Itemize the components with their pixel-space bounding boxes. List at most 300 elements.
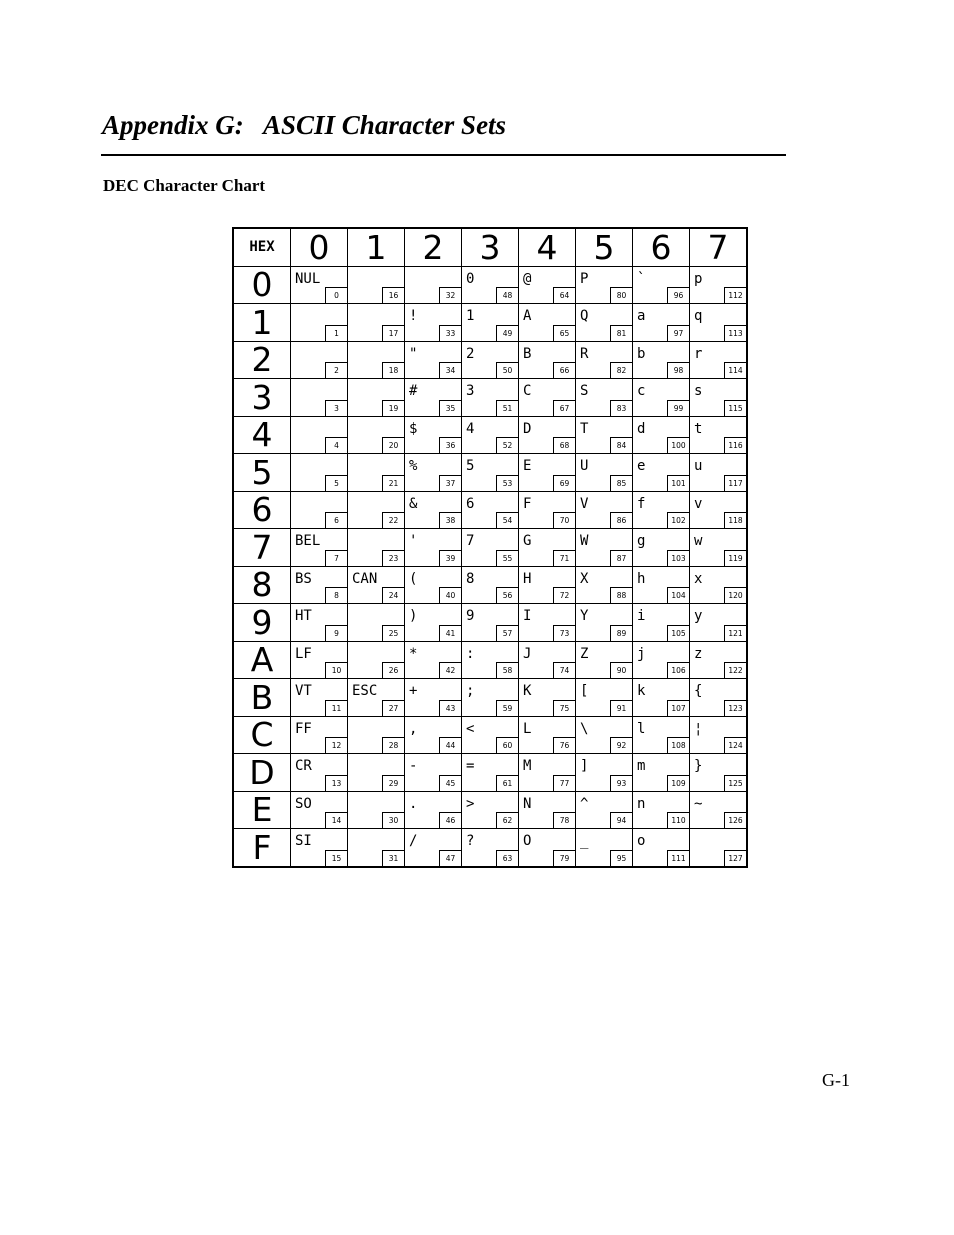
row-header: D: [233, 754, 291, 792]
decimal-code: 94: [610, 812, 632, 828]
character-glyph: R: [580, 345, 589, 362]
character-cell: [462, 716, 519, 754]
character-glyph: S: [580, 383, 589, 399]
character-cell: [291, 379, 348, 417]
row-header: 5: [233, 454, 291, 492]
decimal-code: 35: [439, 400, 461, 416]
row-header: B: [233, 679, 291, 717]
decimal-code: 77: [553, 775, 575, 791]
decimal-code: 24: [382, 587, 404, 603]
character-glyph: A: [523, 308, 532, 324]
character-cell: [405, 716, 462, 754]
character-cell: [462, 341, 519, 379]
character-glyph: h: [637, 570, 646, 587]
decimal-code: 86: [610, 512, 632, 528]
character-glyph: U: [580, 458, 589, 474]
character-cell: [405, 454, 462, 492]
character-glyph: FF: [295, 720, 312, 737]
decimal-code: 76: [553, 737, 575, 753]
decimal-code: 67: [553, 400, 575, 416]
row-header: A: [233, 641, 291, 679]
character-cell: [633, 566, 690, 604]
row-header: C: [233, 716, 291, 754]
decimal-code: 66: [553, 362, 575, 378]
character-glyph: ?: [466, 833, 475, 849]
character-cell: [348, 566, 405, 604]
decimal-code: 4: [325, 437, 347, 453]
character-cell: [291, 829, 348, 867]
character-cell: [690, 304, 748, 342]
decimal-code: 89: [610, 625, 632, 641]
character-cell: [519, 454, 576, 492]
character-glyph: %: [409, 458, 418, 474]
decimal-code: 49: [496, 325, 518, 341]
character-cell: [690, 754, 748, 792]
chart-row: [233, 341, 747, 379]
character-cell: [291, 604, 348, 642]
character-cell: [576, 829, 633, 867]
character-cell: [633, 491, 690, 529]
character-glyph: o: [637, 833, 646, 849]
decimal-code: 52: [496, 437, 518, 453]
character-cell: [462, 491, 519, 529]
character-glyph: l: [637, 720, 646, 737]
character-glyph: ,: [409, 720, 418, 737]
decimal-code: 8: [325, 587, 347, 603]
character-cell: [348, 716, 405, 754]
character-glyph: BEL: [295, 533, 321, 549]
character-glyph: D: [523, 420, 532, 437]
character-cell: [633, 679, 690, 717]
decimal-code: 23: [382, 550, 404, 566]
character-glyph: L: [523, 720, 532, 737]
character-cell: [633, 641, 690, 679]
column-header: 4: [519, 228, 576, 266]
section-heading: DEC Character Chart: [103, 176, 266, 195]
chart-row: [233, 754, 747, 792]
character-cell: [462, 829, 519, 867]
decimal-code: 84: [610, 437, 632, 453]
character-cell: [348, 266, 405, 304]
page-title: Appendix G: ASCII Character Sets: [102, 110, 507, 140]
character-cell: [519, 304, 576, 342]
character-cell: [405, 266, 462, 304]
page-number: G-1: [822, 1070, 850, 1090]
decimal-code: 107: [667, 700, 689, 716]
chart-row: [233, 454, 747, 492]
character-cell: [291, 304, 348, 342]
character-glyph: 0: [466, 270, 475, 287]
character-cell: [291, 791, 348, 829]
character-glyph: 2: [466, 345, 475, 362]
decimal-code: 45: [439, 775, 461, 791]
row-header: E: [233, 791, 291, 829]
character-cell: [576, 791, 633, 829]
character-cell: [348, 604, 405, 642]
character-cell: [690, 679, 748, 717]
decimal-code: 17: [382, 325, 404, 341]
decimal-code: 19: [382, 400, 404, 416]
chart-row: [233, 491, 747, 529]
character-cell: [576, 529, 633, 567]
decimal-code: 111: [667, 850, 689, 866]
decimal-code: 12: [325, 737, 347, 753]
decimal-code: 1: [325, 325, 347, 341]
character-cell: [348, 341, 405, 379]
row-header: 1: [233, 304, 291, 342]
decimal-code: 70: [553, 512, 575, 528]
decimal-code: 104: [667, 587, 689, 603]
column-header-row: [233, 228, 747, 266]
character-glyph: e: [637, 458, 646, 474]
decimal-code: 71: [553, 550, 575, 566]
dec-character-chart: [232, 227, 748, 868]
decimal-code: 102: [667, 512, 689, 528]
character-cell: [348, 454, 405, 492]
character-cell: [462, 604, 519, 642]
character-glyph: 3: [466, 383, 475, 399]
column-header: 6: [633, 228, 690, 266]
column-header: 7: [690, 228, 748, 266]
character-glyph: &: [409, 495, 418, 512]
row-header: 6: [233, 491, 291, 529]
character-glyph: _: [580, 833, 589, 849]
decimal-code: 36: [439, 437, 461, 453]
row-header: 0: [233, 266, 291, 304]
decimal-code: 87: [610, 550, 632, 566]
character-glyph: G: [523, 533, 532, 549]
decimal-code: 21: [382, 475, 404, 491]
decimal-code: 123: [724, 700, 746, 716]
character-glyph: f: [637, 495, 646, 512]
character-cell: [462, 754, 519, 792]
decimal-code: 26: [382, 662, 404, 678]
character-cell: [519, 754, 576, 792]
decimal-code: 29: [382, 775, 404, 791]
decimal-code: 112: [724, 287, 746, 303]
character-cell: [690, 529, 748, 567]
character-cell: [633, 754, 690, 792]
character-cell: [690, 604, 748, 642]
character-cell: [633, 304, 690, 342]
character-glyph: O: [523, 833, 532, 849]
decimal-code: 46: [439, 812, 461, 828]
chart-row: [233, 304, 747, 342]
character-glyph: (: [409, 570, 418, 587]
decimal-code: 28: [382, 737, 404, 753]
column-header: 2: [405, 228, 462, 266]
column-header: 0: [291, 228, 348, 266]
decimal-code: 57: [496, 625, 518, 641]
decimal-code: 83: [610, 400, 632, 416]
character-glyph: M: [523, 758, 532, 774]
character-glyph: ~: [694, 795, 703, 812]
character-cell: [348, 754, 405, 792]
character-cell: [405, 791, 462, 829]
character-cell: [576, 566, 633, 604]
decimal-code: 33: [439, 325, 461, 341]
character-cell: [405, 416, 462, 454]
character-glyph: >: [466, 795, 475, 812]
character-cell: [576, 491, 633, 529]
character-cell: [519, 379, 576, 417]
character-cell: [462, 529, 519, 567]
decimal-code: 118: [724, 512, 746, 528]
character-cell: [462, 641, 519, 679]
decimal-code: 56: [496, 587, 518, 603]
character-cell: [576, 454, 633, 492]
chart-row: [233, 266, 747, 304]
character-cell: [576, 416, 633, 454]
decimal-code: 25: [382, 625, 404, 641]
character-cell: [633, 716, 690, 754]
character-glyph: ": [409, 345, 418, 362]
character-glyph: $: [409, 420, 418, 437]
character-cell: [405, 529, 462, 567]
character-glyph: 4: [466, 420, 475, 437]
decimal-code: 72: [553, 587, 575, 603]
decimal-code: 16: [382, 287, 404, 303]
character-glyph: LF: [295, 645, 312, 662]
character-glyph: BS: [295, 570, 312, 587]
decimal-code: 54: [496, 512, 518, 528]
character-glyph: }: [694, 758, 703, 774]
character-glyph: ': [409, 533, 418, 549]
character-cell: [633, 454, 690, 492]
decimal-code: 9: [325, 625, 347, 641]
character-glyph: Q: [580, 308, 589, 324]
character-cell: [291, 566, 348, 604]
decimal-code: 117: [724, 475, 746, 491]
character-cell: [690, 341, 748, 379]
character-cell: [405, 341, 462, 379]
decimal-code: 61: [496, 775, 518, 791]
decimal-code: 74: [553, 662, 575, 678]
character-cell: [519, 341, 576, 379]
character-glyph: F: [523, 495, 532, 512]
character-glyph: #: [409, 383, 418, 399]
character-cell: [519, 679, 576, 717]
character-glyph: r: [694, 345, 703, 362]
character-cell: [519, 716, 576, 754]
character-cell: [633, 379, 690, 417]
character-glyph: p: [694, 270, 703, 287]
character-glyph: X: [580, 570, 589, 587]
character-glyph: :: [466, 645, 475, 662]
character-cell: [291, 266, 348, 304]
chart-row: [233, 829, 747, 867]
character-cell: [633, 604, 690, 642]
character-cell: [576, 379, 633, 417]
character-glyph: v: [694, 495, 703, 512]
decimal-code: 62: [496, 812, 518, 828]
title-divider: [101, 154, 786, 156]
character-glyph: 7: [466, 533, 475, 549]
character-glyph: ]: [580, 758, 589, 774]
character-cell: [519, 491, 576, 529]
decimal-code: 64: [553, 287, 575, 303]
character-cell: [405, 304, 462, 342]
decimal-code: 15: [325, 850, 347, 866]
character-glyph: C: [523, 383, 532, 399]
character-cell: [690, 791, 748, 829]
character-cell: [405, 604, 462, 642]
character-cell: [405, 679, 462, 717]
chart-row: [233, 791, 747, 829]
character-cell: [576, 754, 633, 792]
decimal-code: 101: [667, 475, 689, 491]
character-glyph: ;: [466, 683, 475, 699]
decimal-code: 2: [325, 362, 347, 378]
decimal-code: 78: [553, 812, 575, 828]
character-glyph: E: [523, 458, 532, 474]
character-cell: [690, 379, 748, 417]
decimal-code: 44: [439, 737, 461, 753]
character-glyph: {: [694, 683, 703, 699]
character-glyph: J: [523, 645, 532, 662]
decimal-code: 95: [610, 850, 632, 866]
decimal-code: 106: [667, 662, 689, 678]
decimal-code: 60: [496, 737, 518, 753]
decimal-code: 6: [325, 512, 347, 528]
decimal-code: 88: [610, 587, 632, 603]
character-glyph: ^: [580, 795, 589, 812]
chart-body: [233, 266, 747, 867]
character-cell: [291, 454, 348, 492]
character-cell: [519, 266, 576, 304]
character-cell: [405, 641, 462, 679]
decimal-code: 73: [553, 625, 575, 641]
decimal-code: 85: [610, 475, 632, 491]
character-glyph: d: [637, 420, 646, 437]
character-cell: [576, 304, 633, 342]
decimal-code: 20: [382, 437, 404, 453]
character-glyph: z: [694, 645, 703, 662]
decimal-code: 120: [724, 587, 746, 603]
character-glyph: Y: [580, 608, 589, 624]
character-cell: [576, 641, 633, 679]
character-glyph: B: [523, 345, 532, 362]
character-cell: [519, 529, 576, 567]
decimal-code: 53: [496, 475, 518, 491]
decimal-code: 125: [724, 775, 746, 791]
chart-row: [233, 379, 747, 417]
character-cell: [348, 679, 405, 717]
character-cell: [405, 566, 462, 604]
decimal-code: 98: [667, 362, 689, 378]
character-cell: [348, 529, 405, 567]
character-glyph: CR: [295, 758, 312, 774]
character-glyph: .: [409, 795, 418, 812]
decimal-code: 58: [496, 662, 518, 678]
character-cell: [405, 829, 462, 867]
decimal-code: 93: [610, 775, 632, 791]
character-cell: [576, 679, 633, 717]
decimal-code: 113: [724, 325, 746, 341]
decimal-code: 32: [439, 287, 461, 303]
decimal-code: 37: [439, 475, 461, 491]
decimal-code: 115: [724, 400, 746, 416]
character-glyph: N: [523, 795, 532, 812]
decimal-code: 75: [553, 700, 575, 716]
character-cell: [633, 791, 690, 829]
character-cell: [690, 416, 748, 454]
character-cell: [576, 716, 633, 754]
decimal-code: 63: [496, 850, 518, 866]
decimal-code: 90: [610, 662, 632, 678]
character-glyph: [: [580, 683, 589, 699]
decimal-code: 68: [553, 437, 575, 453]
decimal-code: 34: [439, 362, 461, 378]
decimal-code: 47: [439, 850, 461, 866]
character-cell: [291, 754, 348, 792]
character-glyph: i: [637, 608, 646, 624]
decimal-code: 100: [667, 437, 689, 453]
decimal-code: 81: [610, 325, 632, 341]
character-cell: [519, 829, 576, 867]
character-cell: [405, 379, 462, 417]
character-cell: [291, 341, 348, 379]
column-header: 1: [348, 228, 405, 266]
decimal-code: 103: [667, 550, 689, 566]
character-glyph: !: [409, 308, 418, 324]
character-glyph: /: [409, 833, 418, 849]
decimal-code: 38: [439, 512, 461, 528]
column-header: 5: [576, 228, 633, 266]
row-header: 9: [233, 604, 291, 642]
chart-row: [233, 716, 747, 754]
character-cell: [348, 379, 405, 417]
row-header: F: [233, 829, 291, 867]
character-glyph: VT: [295, 683, 312, 699]
character-cell: [462, 791, 519, 829]
decimal-code: 5: [325, 475, 347, 491]
decimal-code: 30: [382, 812, 404, 828]
decimal-code: 55: [496, 550, 518, 566]
character-glyph: ¦: [694, 720, 703, 737]
decimal-code: 97: [667, 325, 689, 341]
character-cell: [348, 641, 405, 679]
decimal-code: 119: [724, 550, 746, 566]
decimal-code: 3: [325, 400, 347, 416]
decimal-code: 124: [724, 737, 746, 753]
character-glyph: CAN: [352, 570, 378, 587]
character-cell: [348, 416, 405, 454]
character-glyph: @: [523, 270, 532, 287]
decimal-code: 65: [553, 325, 575, 341]
decimal-code: 41: [439, 625, 461, 641]
character-cell: [519, 604, 576, 642]
character-cell: [462, 454, 519, 492]
chart-row: [233, 604, 747, 642]
character-glyph: W: [580, 533, 589, 549]
decimal-code: 59: [496, 700, 518, 716]
character-cell: [462, 566, 519, 604]
decimal-code: 99: [667, 400, 689, 416]
character-cell: [576, 341, 633, 379]
row-header: 2: [233, 341, 291, 379]
decimal-code: 110: [667, 812, 689, 828]
decimal-code: 105: [667, 625, 689, 641]
character-glyph: b: [637, 345, 646, 362]
row-header: 8: [233, 566, 291, 604]
character-glyph: u: [694, 458, 703, 474]
character-cell: [690, 829, 748, 867]
decimal-code: 51: [496, 400, 518, 416]
decimal-code: 0: [325, 287, 347, 303]
character-cell: [690, 266, 748, 304]
character-cell: [348, 491, 405, 529]
